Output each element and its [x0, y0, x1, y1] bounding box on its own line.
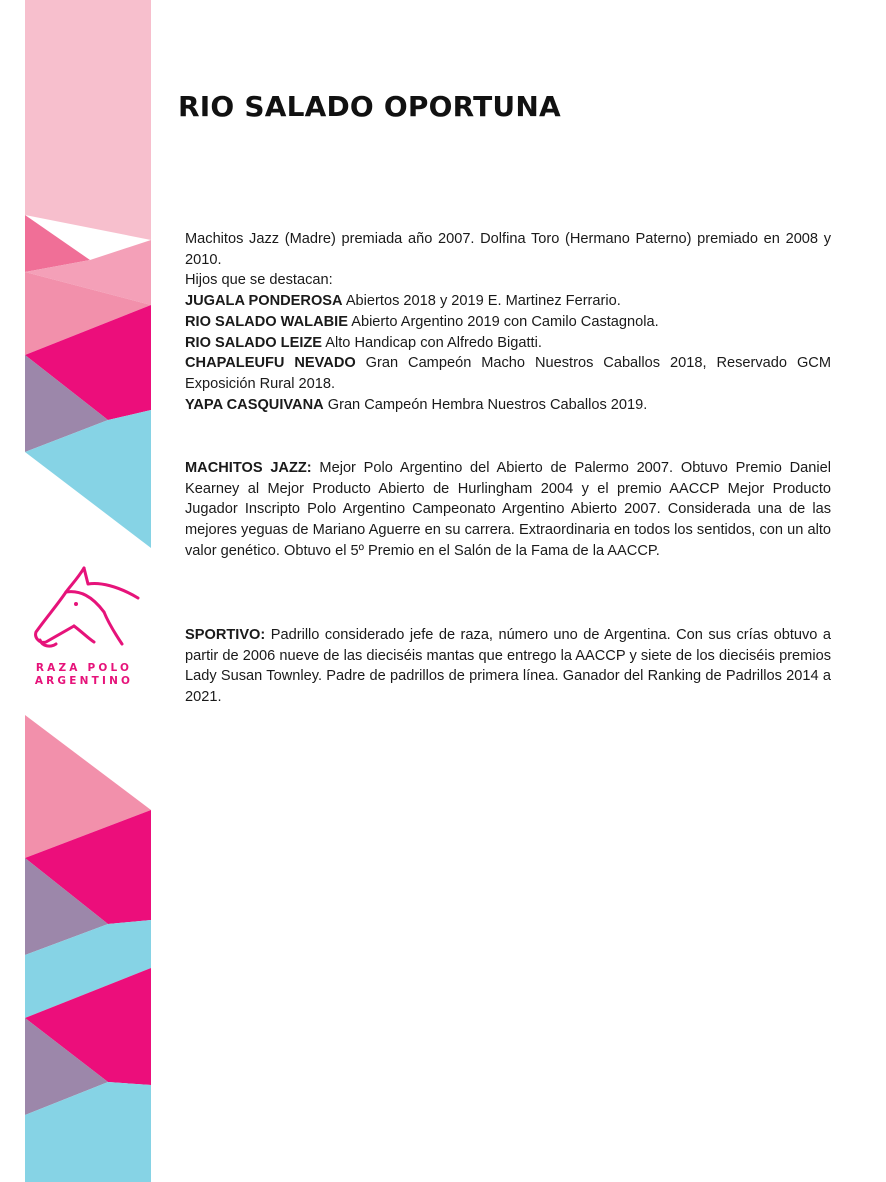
horse-head-icon: [22, 560, 146, 660]
offspring-desc: Abierto Argentino 2019 con Camilo Castagnola.: [347, 313, 659, 330]
offspring-name: JUGALA PONDEROSA: [185, 293, 343, 310]
machitos-jazz-label: MACHITOS JAZZ:: [185, 460, 312, 476]
offspring-item: [185, 333, 831, 354]
sportivo-paragraph: [185, 625, 831, 708]
machitos-jazz-text: Mejor Polo Argentino del Abierto de Palermo 2007. Obtuvo Premio Daniel Kearney al Mejor Producto Abierto de Hurlingham 2004 y el premio AACCP Mejor Producto Jugador Inscripto Polo Argentino Campeonato Argentino Abierto 2007. Considerada una de las mejores yeguas de Mariano Aguerre en su carrera. Extraordinaria en todos los sentidos, con un alto valor genético. Obtuvo el 5º Premio en el Salón de la Fama de la AACCP.: [185, 460, 831, 559]
offspring-desc: Gran Campeón Hembra Nuestros Caballos 2019.: [323, 396, 648, 413]
sportivo-label: SPORTIVO:: [185, 627, 266, 643]
offspring-item: [185, 291, 831, 312]
offspring-name: YAPA CASQUIVANA: [185, 396, 324, 413]
offspring-item: [185, 312, 831, 333]
sportivo-text: Padrillo considerado jefe de raza, número uno de Argentina. Con sus crías obtuvo a partir de 2006 nueve de las dieciséis mantas que entrego la AACCP y siete de los dieciséis premios Lady Susan Townley. Padre de padrillos de primera línea. Ganador del Ranking de Padrillos 2014 a 2021.: [185, 627, 831, 706]
offspring-name: RIO SALADO WALABIE: [185, 313, 348, 330]
logo-text-line-1: RAZA POLO: [35, 662, 133, 674]
offspring-name: CHAPALEUFU NEVADO: [185, 355, 356, 372]
offspring-desc: Alto Handicap con Alfredo Bigatti.: [322, 334, 542, 351]
offspring-item: [185, 395, 831, 416]
raza-polo-argentino-logo: [22, 560, 146, 690]
intro-line: Machitos Jazz (Madre) premiada año 2007. Dolfina Toro (Hermano Paterno) premiado en 2008 y 2010.: [185, 231, 831, 268]
offspring-item: [185, 353, 831, 394]
logo-text-line-2: ARGENTINO: [34, 675, 134, 687]
offspring-desc: Gran Campeón Macho Nuestros Caballos 2018, Reservado GCM Exposición Rural 2018.: [185, 355, 831, 392]
ribbon-band-light-pink: [25, 0, 151, 240]
intro-subheading: Hijos que se destacan:: [185, 272, 333, 289]
offspring-desc: Abiertos 2018 y 2019 E. Martinez Ferrario.: [342, 293, 621, 310]
page-title: RIO SALADO OPORTUNA: [178, 90, 561, 123]
machitos-jazz-paragraph: [185, 458, 831, 562]
offspring-name: RIO SALADO LEIZE: [185, 334, 323, 351]
intro-section: [185, 229, 831, 415]
